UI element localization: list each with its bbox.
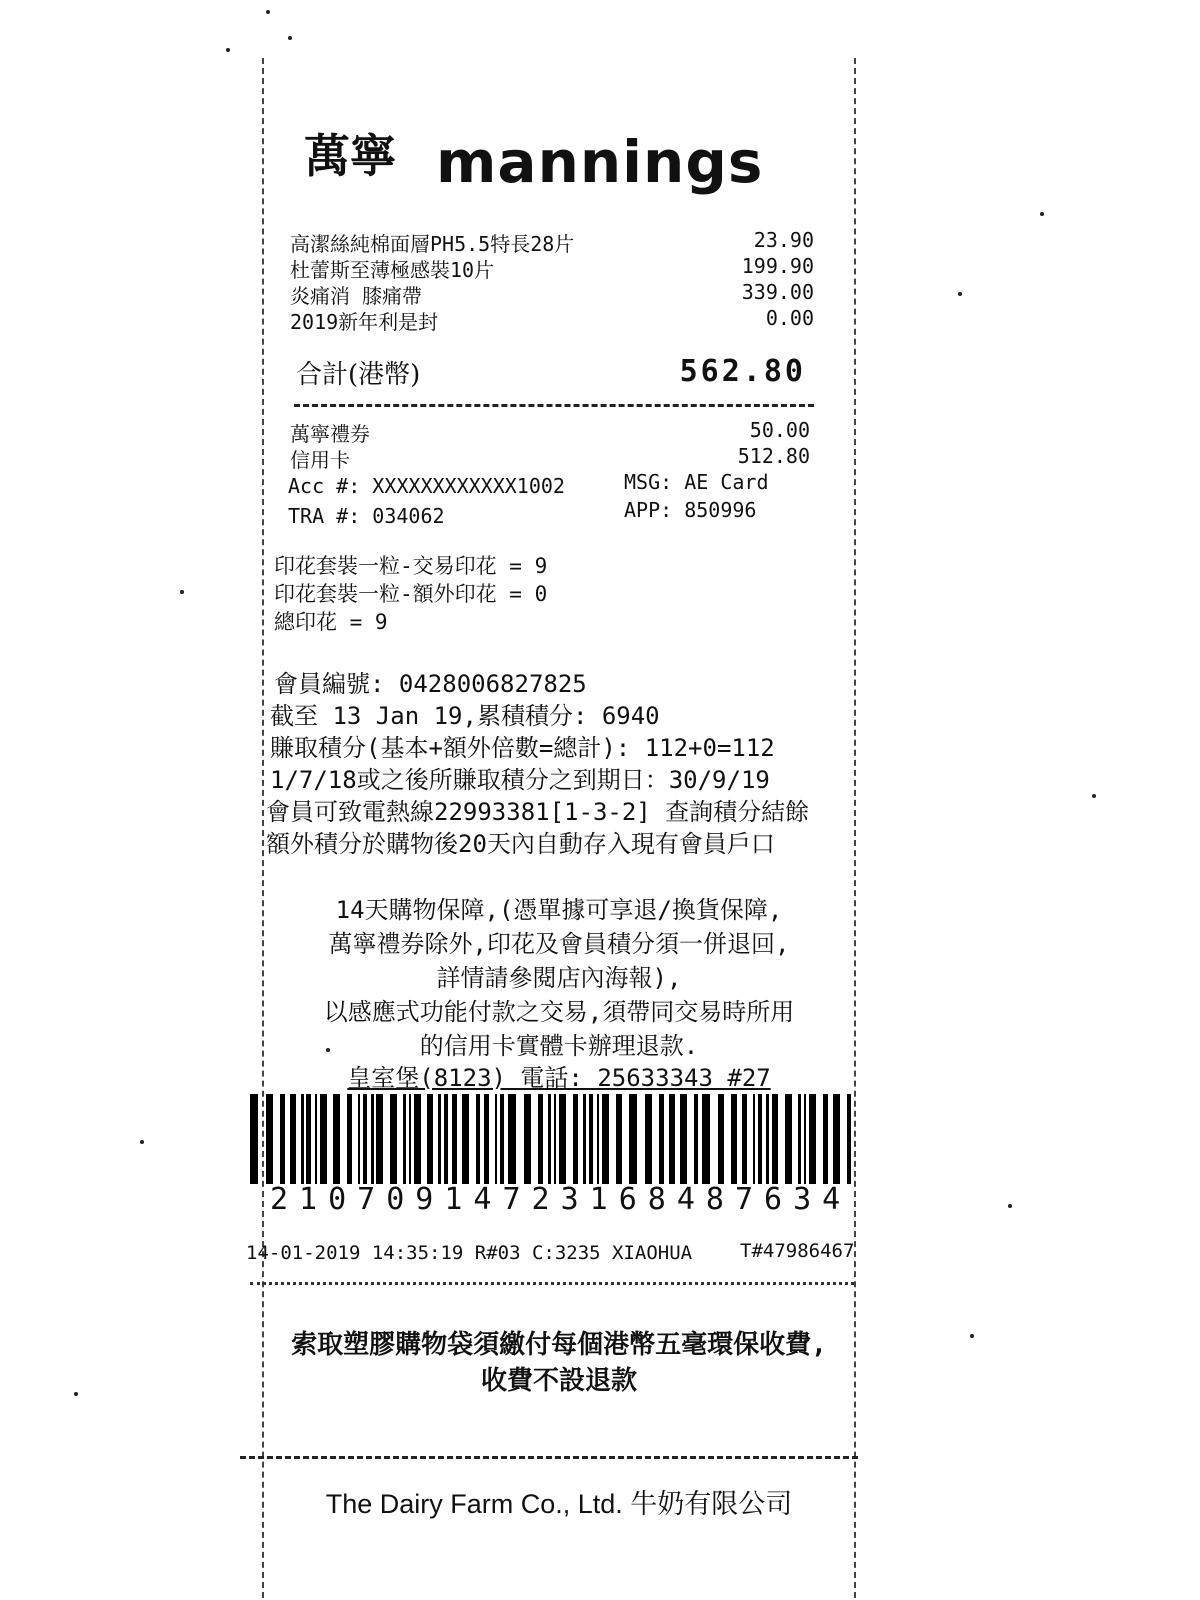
total-label: 合計(港幣) — [296, 360, 421, 390]
payment-amount: 512.80 — [737, 444, 810, 468]
scan-speck — [180, 590, 184, 594]
barcode-bar — [718, 1094, 725, 1184]
barcode-gap — [724, 1094, 731, 1184]
barcode-gap — [816, 1094, 823, 1184]
barcode-gap — [383, 1094, 390, 1184]
member-line: 會員編號: 0428006827825 — [274, 670, 587, 698]
divider — [294, 404, 814, 407]
member-line: 額外積分於購物後20天內自動存入現有會員戶口 — [266, 830, 775, 858]
payment-name: 信用卡 — [290, 448, 350, 472]
payment-name: 萬寧禮券 — [290, 422, 370, 446]
member-line: 賺取積分(基本+額外倍數=總計): 112+0=112 — [270, 734, 775, 762]
scan-speck — [288, 36, 292, 40]
barcode-gap — [687, 1094, 694, 1184]
barcode-gap — [273, 1094, 280, 1184]
card-app: APP: 850996 — [624, 498, 757, 522]
scan-speck — [140, 1140, 144, 1144]
list-item — [290, 228, 814, 257]
barcode-bar — [462, 1094, 469, 1184]
member-line: 1/7/18或之後所賺取積分之到期日：30/9/19 — [270, 766, 770, 794]
barcode-bar — [250, 1094, 258, 1184]
barcode — [250, 1094, 856, 1184]
barcode-gap — [840, 1094, 847, 1184]
scan-speck — [1092, 794, 1096, 798]
logo-chinese: 萬寧 — [304, 129, 396, 183]
footer-company: The Dairy Farm Co., Ltd. 牛奶有限公司 — [325, 1489, 793, 1519]
stamps-line: 印花套裝一粒-交易印花 = 9 — [274, 554, 548, 578]
transaction-number: T#47986467 — [740, 1240, 855, 1262]
bag-notice: 索取塑膠購物袋須繳付每個港幣五毫環保收費, — [291, 1330, 827, 1360]
card-account: Acc #: XXXXXXXXXXXX1002 — [288, 474, 565, 498]
barcode-bar — [559, 1094, 566, 1184]
barcode-bar — [809, 1094, 816, 1184]
barcode-gap — [792, 1094, 799, 1184]
list-item — [290, 254, 814, 283]
barcode-bar — [602, 1094, 609, 1184]
card-tra: TRA #: 034062 — [288, 504, 445, 528]
item-name: 高潔絲純棉面層PH5.5特長28片 — [290, 232, 575, 256]
barcode-gap — [566, 1094, 573, 1184]
total-row — [296, 354, 806, 391]
store-phone: 皇室堡(8123) 電話: 25633343 #27 — [347, 1064, 771, 1092]
scan-speck — [1008, 1204, 1012, 1208]
barcode-gap — [258, 1094, 266, 1184]
barcode-bar — [616, 1094, 623, 1184]
scan-speck — [326, 1048, 330, 1052]
barcode-bar — [320, 1094, 327, 1184]
policy-line: 以感應式功能付款之交易,須帶同交易時所用 — [323, 998, 795, 1026]
member-line: 截至 13 Jan 19,累積積分: 6940 — [270, 702, 660, 730]
barcode-gap — [609, 1094, 616, 1184]
divider — [250, 1282, 854, 1285]
barcode-gap — [469, 1094, 476, 1184]
barcode-number: 21070914723168487634 — [270, 1182, 852, 1217]
barcode-bar — [645, 1094, 652, 1184]
barcode-bar — [333, 1094, 340, 1184]
item-name: 炎痛消 膝痛帶 — [290, 284, 423, 308]
barcode-gap — [421, 1094, 428, 1184]
barcode-gap — [652, 1094, 659, 1184]
scan-speck — [958, 292, 962, 296]
total-value: 562.80 — [679, 354, 806, 389]
scan-speck — [266, 10, 270, 14]
barcode-bar — [702, 1094, 710, 1184]
item-name: 杜蕾斯至薄極感裝10片 — [290, 258, 495, 282]
barcode-gap — [778, 1094, 785, 1184]
barcode-gap — [710, 1094, 718, 1184]
payment-row — [290, 444, 810, 473]
barcode-gap — [516, 1094, 524, 1184]
scan-speck — [970, 1334, 974, 1338]
member-line: 會員可致電熱線22993381[1-3-2] 查詢積分結餘 — [266, 798, 810, 826]
barcode-gap — [327, 1094, 334, 1184]
barcode-bar — [390, 1094, 397, 1184]
payment-amount: 50.00 — [749, 418, 810, 442]
stamps-line: 總印花 = 9 — [274, 610, 388, 634]
policy-line: 14天購物保障,(憑單據可享退/換貨保障, — [335, 896, 783, 924]
barcode-bar — [785, 1094, 792, 1184]
receipt — [246, 58, 856, 1598]
card-msg: MSG: AE Card — [624, 470, 769, 494]
barcode-gap — [851, 1094, 855, 1184]
barcode-gap — [397, 1094, 404, 1184]
transaction-datetime: 14-01-2019 14:35:19 R#03 C:3235 XIAOHUA — [246, 1242, 693, 1264]
item-price: 199.90 — [741, 254, 814, 278]
barcode-bar — [629, 1094, 637, 1184]
policy-line: 的信用卡實體卡辦理退款. — [419, 1032, 699, 1060]
policy-line: 詳情請參閱店內海報), — [436, 964, 682, 992]
stamps-line: 印花套裝一粒-額外印花 = 0 — [274, 582, 548, 606]
barcode-bar — [524, 1094, 531, 1184]
barcode-bar — [772, 1094, 779, 1184]
scan-speck — [226, 48, 230, 52]
barcode-gap — [637, 1094, 645, 1184]
barcode-bar — [833, 1094, 840, 1184]
list-item — [290, 280, 814, 309]
scan-speck — [1040, 212, 1044, 216]
item-name: 2019新年利是封 — [290, 310, 439, 334]
item-price: 23.90 — [753, 228, 814, 252]
scan-speck — [74, 1392, 78, 1396]
payment-row — [290, 418, 810, 447]
policy-line: 萬寧禮券除外,印花及會員積分須一併退回, — [328, 930, 790, 958]
logo-english: mannings — [436, 128, 764, 196]
bag-notice: 收費不設退款 — [480, 1366, 637, 1396]
barcode-bar — [508, 1094, 516, 1184]
divider — [240, 1456, 858, 1459]
barcode-bar — [266, 1094, 273, 1184]
barcode-bar — [680, 1094, 687, 1184]
list-item — [290, 306, 814, 335]
item-price: 0.00 — [765, 306, 814, 330]
barcode-gap — [340, 1094, 347, 1184]
barcode-gap — [622, 1094, 629, 1184]
item-price: 339.00 — [741, 280, 814, 304]
barcode-bar — [376, 1094, 383, 1184]
barcode-gap — [531, 1094, 538, 1184]
barcode-bar — [414, 1094, 421, 1184]
